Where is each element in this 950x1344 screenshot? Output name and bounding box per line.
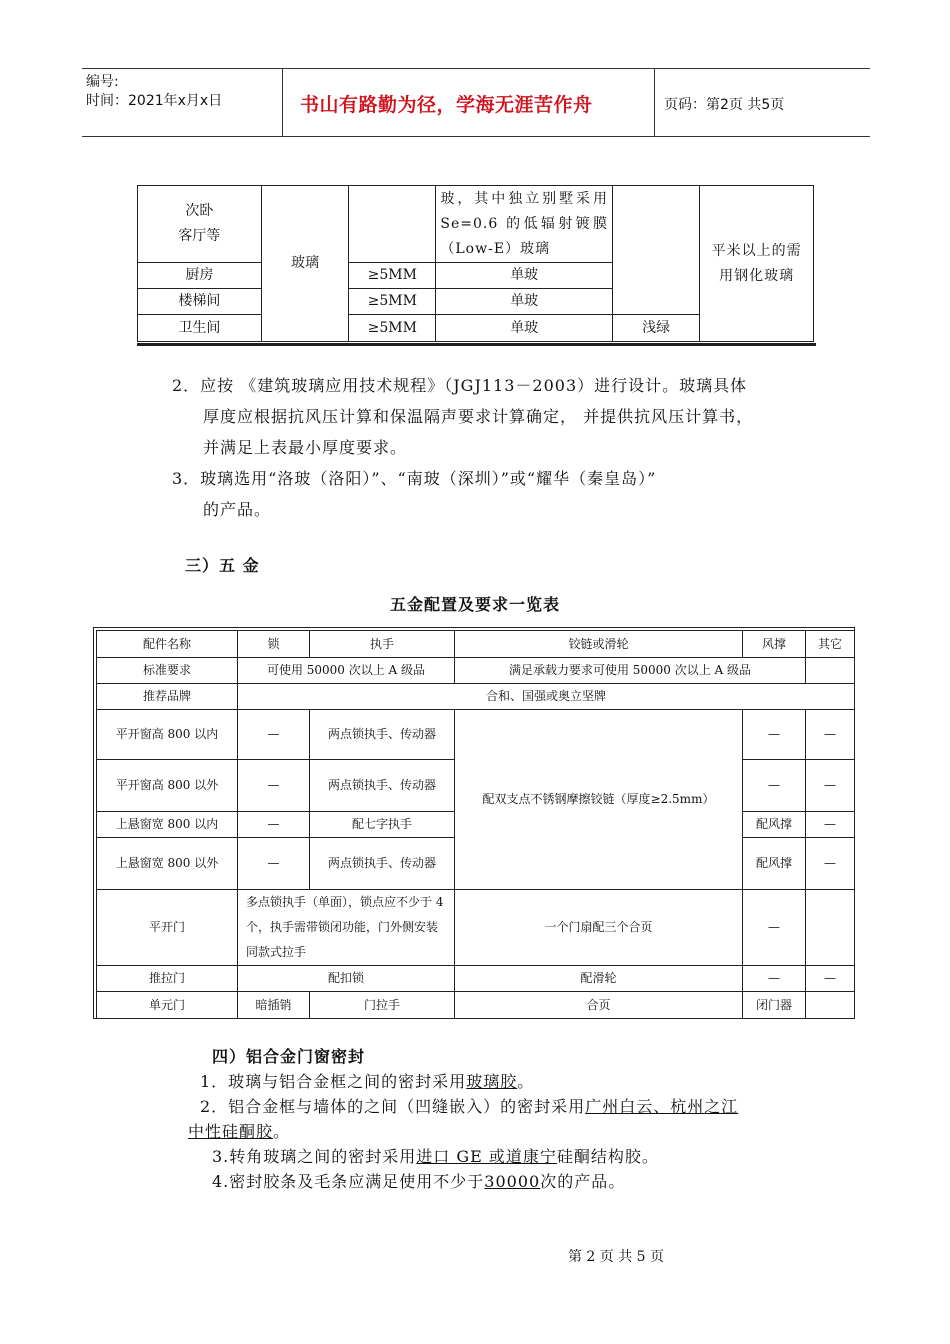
section-heading: 四）铝合金门窗密封 (212, 1047, 366, 1066)
paragraph-line: 厚度应根据抗风压计算和保温隔声要求计算确定， 并提供抗风压计算书， (203, 407, 754, 426)
table-cell: — (238, 812, 310, 838)
text-run: 次的产品。 (540, 1172, 626, 1191)
table-cell: 配双支点不锈钢摩擦铰链（厚度≥2.5mm） (455, 710, 743, 890)
table-outer-frame (93, 627, 855, 1019)
table-cell: 合页 (455, 992, 743, 1019)
paragraph-line: 的产品。 (203, 500, 272, 519)
header-cell: 执手 (310, 631, 455, 658)
table-cell: 一个门扇配三个合页 (455, 890, 743, 966)
table-cell: 配风撑 (743, 812, 806, 838)
underlined-text: 广州白云、杭州之江 (585, 1097, 739, 1116)
text-run: 。 (517, 1072, 535, 1091)
paragraph-line: 2．应按 《建筑玻璃应用技术规程》（JGJ113－2003）进行设计。玻璃具体 (172, 376, 748, 395)
table-cell-color: 浅绿 (613, 315, 700, 342)
text-run: 4.密封胶条及毛条应满足使用不少于 (212, 1172, 485, 1191)
table-cell-thickness: ≥5MM (349, 289, 436, 315)
table-cell: 配风撑 (743, 838, 806, 890)
table-cell-note: 平米以上的需用钢化玻璃 (700, 186, 814, 342)
row-label: 标准要求 (97, 658, 238, 684)
table-cell-thickness (349, 186, 436, 263)
table-cell-spec: 单玻 (436, 315, 613, 342)
table-cell: — (806, 710, 855, 760)
table-cell: 闭门器 (743, 992, 806, 1019)
table-cell-room: 厨房 (138, 263, 262, 289)
header-cell: 其它 (806, 631, 855, 658)
table-cell: — (238, 760, 310, 812)
header-number: 编号: (86, 74, 119, 90)
paragraph-line (212, 1166, 625, 1197)
header-time: 时间：2021年x月x日 (86, 93, 223, 109)
underlined-text: 30000 (484, 1172, 541, 1191)
header-motto: 书山有路勤为径，学海无涯苦作舟 (300, 94, 593, 116)
table-cell: 两点锁执手、传动器 (310, 838, 455, 890)
table-cell: — (238, 710, 310, 760)
header-cell: 铰链或滑轮 (455, 631, 743, 658)
table-cell: — (743, 760, 806, 812)
table-title: 五金配置及要求一览表 (389, 595, 560, 614)
table-cell-thickness: ≥5MM (349, 263, 436, 289)
table-cell: — (806, 966, 855, 992)
underlined-text: 玻璃胶 (466, 1072, 518, 1091)
table-cell-room: 次卧 客厅等 (138, 186, 262, 263)
row-label: 推荐品牌 (97, 684, 238, 710)
table-cell-spec: 单玻 (436, 263, 613, 289)
table-cell-room: 楼梯间 (138, 289, 262, 315)
header-cell: 风撑 (743, 631, 806, 658)
table-bottom-rule (137, 343, 816, 346)
table-cell: — (743, 966, 806, 992)
header-divider (654, 69, 655, 136)
table-cell-spec: 单玻 (436, 289, 613, 315)
page-footer: 第 2 页 共 5 页 (567, 1249, 665, 1265)
table-cell: 两点锁执手、传动器 (310, 710, 455, 760)
underlined-text: 中性硅酮胶 (188, 1122, 274, 1141)
paragraph-line: 并满足上表最小厚度要求。 (203, 438, 408, 457)
header-cell: 锁 (238, 631, 310, 658)
row-label: 平开窗高 800 以内 (97, 710, 238, 760)
row-label: 推拉门 (97, 966, 238, 992)
row-label: 平开窗高 800 以外 (97, 760, 238, 812)
table-cell: 配扣锁 (238, 966, 455, 992)
table-cell: 配滑轮 (455, 966, 743, 992)
table-cell: — (743, 890, 806, 966)
table-cell: 门拉手 (310, 992, 455, 1019)
row-label: 上悬窗宽 800 以内 (97, 812, 238, 838)
header-cell: 配件名称 (97, 631, 238, 658)
paragraph-line: 3．玻璃选用“洛玻（洛阳）”、“南玻（深圳）”或“耀华（秦皇岛）” (172, 469, 657, 488)
underlined-text: 进口 GE 或道康宁 (416, 1147, 557, 1166)
table-cell-spec: 玻，其中独立别墅采用Se=0.6 的低辐射镀膜（Low-E）玻璃 (436, 186, 613, 263)
row-label: 上悬窗宽 800 以外 (97, 838, 238, 890)
glass-table (137, 185, 814, 342)
header-page: 页码：第2页 共5页 (664, 97, 785, 113)
table-cell: — (238, 838, 310, 890)
table-cell: 满足承载力要求可使用 50000 次以上 A 级品 (455, 658, 806, 684)
table-cell: — (806, 812, 855, 838)
table-cell: 多点锁执手（单面），锁点应不少于 4 个，执手需带锁闭功能，门外侧安装同款式拉手 (238, 890, 455, 966)
table-cell: 合和、国强或奥立坚牌 (238, 684, 855, 710)
table-cell-material: 玻璃 (261, 186, 348, 342)
text-run: 。 (273, 1122, 291, 1141)
table-cell: 两点锁执手、传动器 (310, 760, 455, 812)
table-cell: 配七字执手 (310, 812, 455, 838)
table-cell-color (613, 186, 700, 315)
text-run: 硅酮结构胶。 (556, 1147, 659, 1166)
table-cell: 可使用 50000 次以上 A 级品 (238, 658, 455, 684)
header-divider (282, 69, 283, 136)
text-run: 3.转角玻璃之间的密封采用 (212, 1147, 417, 1166)
row-label: 平开门 (97, 890, 238, 966)
header-bottom-rule (82, 136, 870, 137)
header-top-rule (82, 68, 870, 69)
row-label: 单元门 (97, 992, 238, 1019)
text-run: 1．玻璃与铝合金框之间的密封采用 (200, 1072, 467, 1091)
table-cell-room: 卫生间 (138, 315, 262, 342)
table-cell: — (743, 710, 806, 760)
table-cell: — (806, 838, 855, 890)
table-cell-thickness: ≥5MM (349, 315, 436, 342)
section-heading: 三）五 金 (185, 556, 260, 575)
table-cell: — (806, 760, 855, 812)
text-run: 2．铝合金框与墙体的之间（凹缝嵌入）的密封采用 (200, 1097, 586, 1116)
table-cell: 暗插销 (238, 992, 310, 1019)
